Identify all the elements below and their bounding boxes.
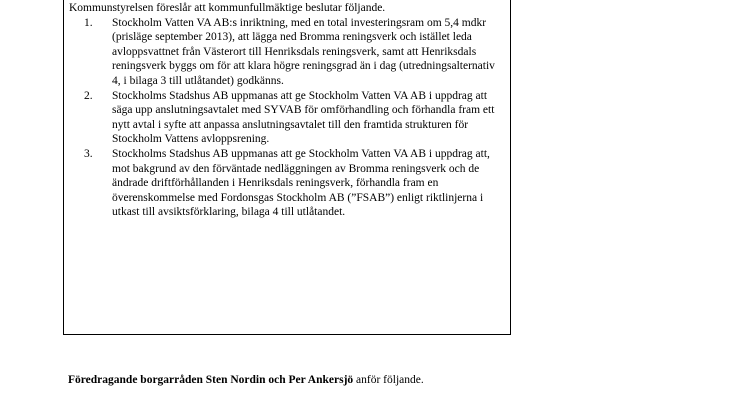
item-number: 3.	[84, 147, 93, 160]
presenter-names: Föredragande borgarråden Sten Nordin och Per Ankersjö	[68, 374, 354, 386]
item-number: 1.	[84, 16, 93, 29]
item-text: Stockholms Stadshus AB uppmanas att ge Stockholm Vatten VA AB i uppdrag att säga upp anslutningsavtalet med SYVAB för omförhandling och förhandla fram ett nytt avtal i syfte att anpassa anslutningsavtalet till den framtida strukturen för Stockholm Vattens avloppsrening.	[112, 89, 495, 146]
item-text: Stockholm Vatten VA AB:s inriktning, med en total investeringsram om 5,4 mdkr (prisläge september 2013), att lägga ned Bromma reningsverk och istället leda avloppsvattnet från Västerort till Henriksdals reningsverk, samt att Henriksdals reningsverk byggs om för att klara högre reningsgrad än i dag (utredningsalternativ 4, i bilaga 3 till utlåtandet) godkänns.	[112, 16, 495, 87]
intro-text: Kommunstyrelsen föreslår att kommunfullmäktige beslutar följande.	[69, 2, 386, 14]
proposal-box	[63, 0, 511, 335]
presenter-line	[68, 373, 424, 388]
item-number: 2.	[84, 89, 93, 102]
proposal-item-2	[84, 89, 506, 147]
proposal-list	[84, 16, 506, 220]
item-text: Stockholms Stadshus AB uppmanas att ge Stockholm Vatten VA AB i uppdrag att, mot bakgrund av den förväntade nedläggningen av Bromma reningsverk och de ändrade driftförhållanden i Henriksdals reningsverk, förhandla fram en överenskommelse med Fordonsgas Stockholm AB (”FSAB”) enligt riktlinjerna i utkast till avsiktsförklaring, bilaga 4 till utlåtandet.	[112, 147, 490, 219]
presenter-suffix: anför följande.	[353, 374, 424, 386]
proposal-item-1	[84, 16, 506, 89]
proposal-item-3	[84, 147, 506, 220]
